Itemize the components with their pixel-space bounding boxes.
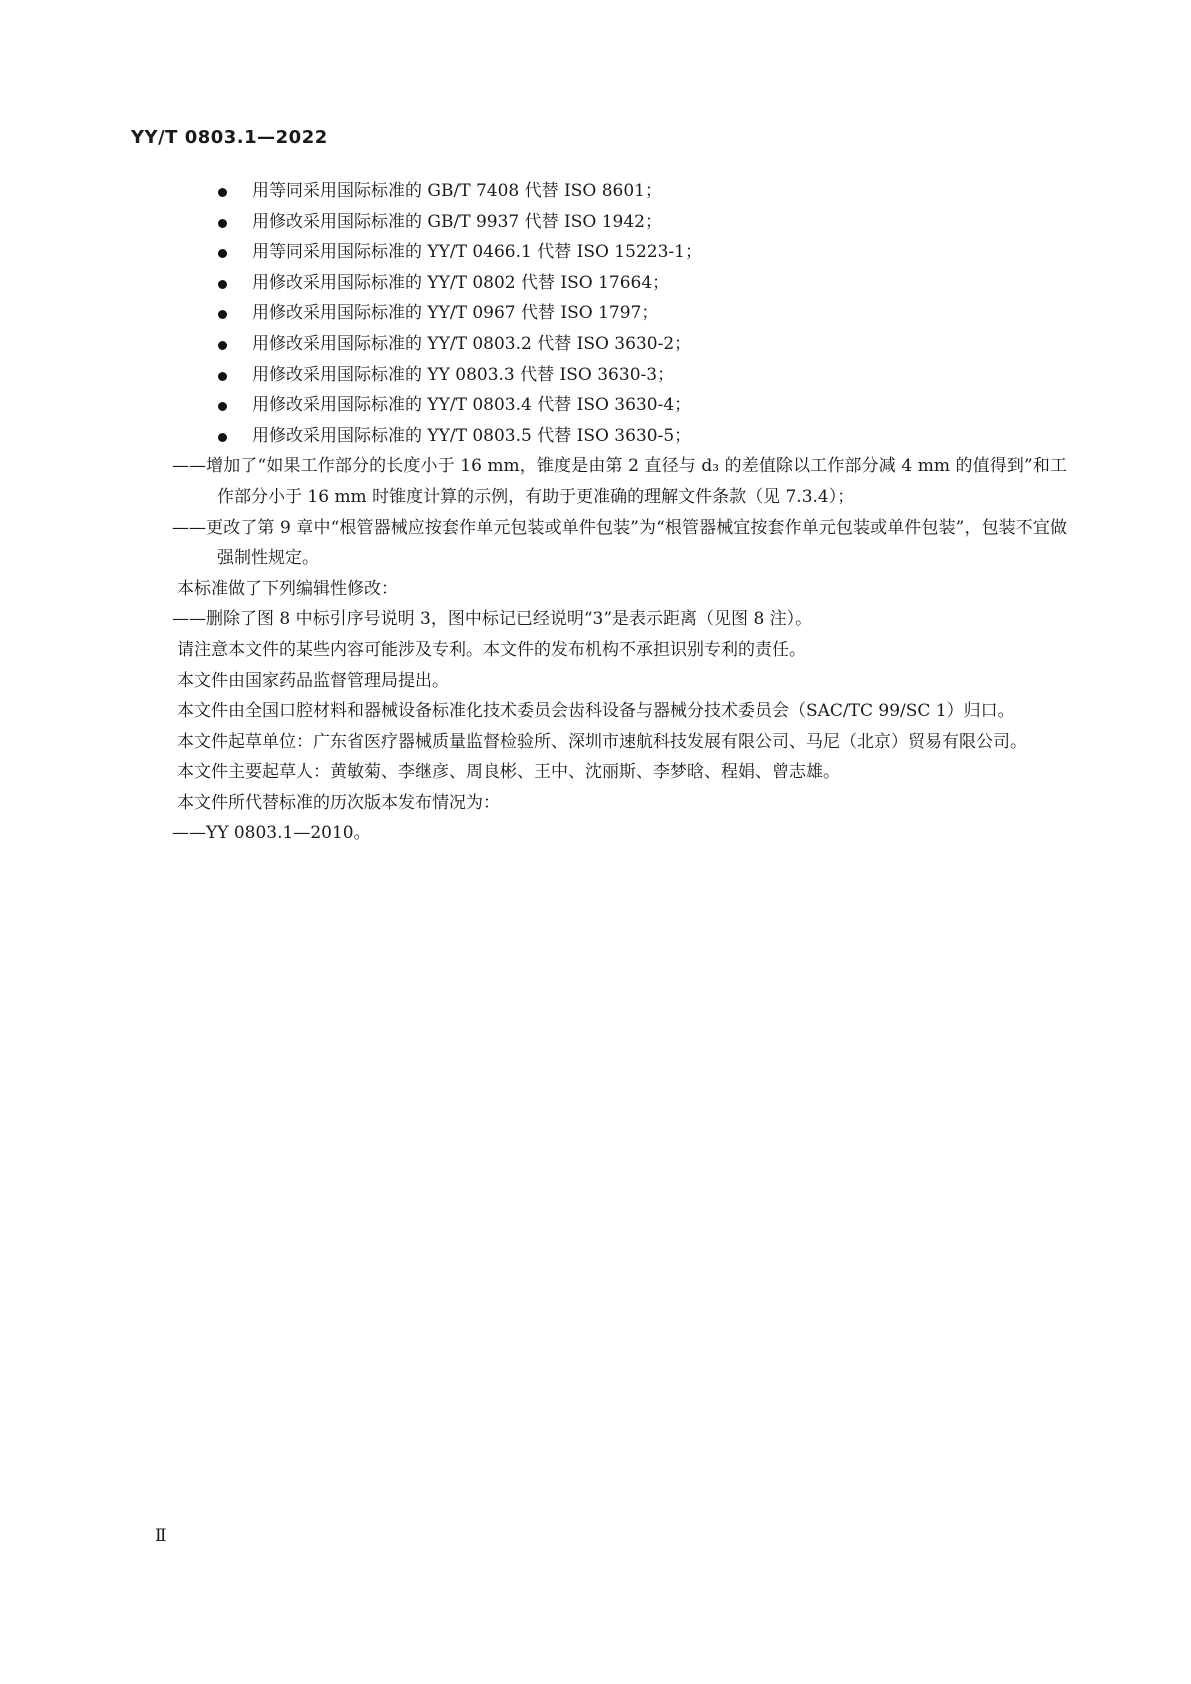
list-item: 用修改采用国际标准的 YY/T 0803.2 代替 ISO 3630-2； bbox=[127, 329, 1067, 360]
editorial-intro: 本标准做了下列编辑性修改： bbox=[177, 578, 398, 599]
list-item: 用修改采用国际标准的 YY/T 0967 代替 ISO 1797； bbox=[127, 298, 1067, 329]
drafting-units: 本文件起草单位：广东省医疗器械质量监督检验所、深圳市速航科技发展有限公司、马尼（北京）贸易有限公司。 bbox=[177, 731, 1027, 752]
list-item: 用修改采用国际标准的 GB/T 9937 代替 ISO 1942； bbox=[127, 207, 1067, 238]
editorial-item: ——删除了图 8 中标引序号说明 3，图中标记已经说明“3”是表示距离（见图 8 注）。 bbox=[172, 609, 813, 630]
document-number-header: YY/T 0803.1—2022 bbox=[131, 127, 328, 148]
list-item: 用等同采用国际标准的 YY/T 0466.1 代替 ISO 15223-1； bbox=[127, 237, 1067, 268]
history-item: ——YY 0803.1—2010。 bbox=[172, 823, 371, 844]
proposed-by: 本文件由国家药品监督管理局提出。 bbox=[177, 670, 449, 691]
list-item: 用修改采用国际标准的 YY/T 0802 代替 ISO 17664； bbox=[127, 268, 1067, 299]
history-intro: 本文件所代替标准的历次版本发布情况为： bbox=[177, 792, 500, 813]
bullet-list bbox=[127, 176, 1067, 451]
list-item: 用修改采用国际标准的 YY/T 0803.4 代替 ISO 3630-4； bbox=[127, 390, 1067, 421]
list-item: 用修改采用国际标准的 YY 0803.3 代替 ISO 3630-3； bbox=[127, 360, 1067, 391]
centralized-by: 本文件由全国口腔材料和器械设备标准化技术委员会齿科设备与器械分技术委员会（SAC/TC 99/SC 1）归口。 bbox=[177, 701, 1015, 722]
main-drafters: 本文件主要起草人：黄敏菊、李继彦、周良彬、王中、沈丽斯、李梦晗、程娟、曾志雄。 bbox=[177, 762, 840, 783]
page-number: Ⅱ bbox=[155, 1526, 167, 1546]
list-item: 用等同采用国际标准的 GB/T 7408 代替 ISO 8601； bbox=[127, 176, 1067, 207]
patent-notice: 请注意本文件的某些内容可能涉及专利。本文件的发布机构不承担识别专利的责任。 bbox=[177, 639, 806, 660]
change-item-packaging: ——更改了第 9 章中“根管器械应按套作单元包装或单件包装”为“根管器械宜按套作单元包装或单件包装”，包装不宜做强制性规定。 bbox=[172, 517, 1067, 569]
document-body bbox=[127, 176, 1067, 849]
change-item-taper: ——增加了“如果工作部分的长度小于 16 mm，锥度是由第 2 直径与 d₃ 的差值除以工作部分减 4 mm 的值得到”和工作部分小于 16 mm 时锥度计算的示例，有助于更准确的理解文件条款（见 7.3.4）； bbox=[172, 456, 1067, 507]
list-item: 用修改采用国际标准的 YY/T 0803.5 代替 ISO 3630-5； bbox=[127, 421, 1067, 452]
